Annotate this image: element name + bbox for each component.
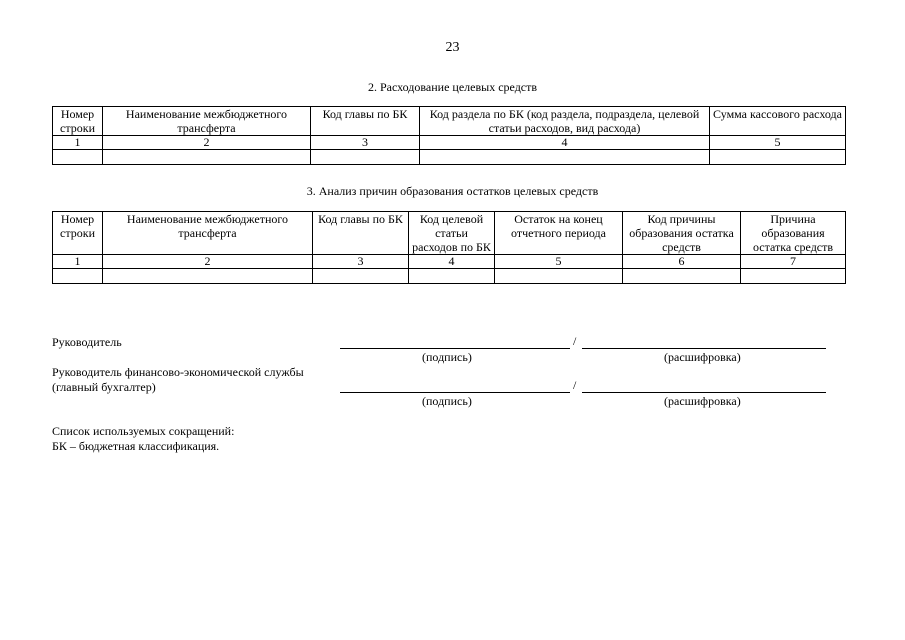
header-cell: Код главы по БК (311, 107, 420, 136)
column-number: 2 (103, 255, 313, 269)
head-decoding-line[interactable] (582, 348, 826, 349)
finance-decoding-line[interactable] (582, 392, 826, 393)
table-header-row (53, 107, 846, 136)
abbreviations-title: Список используемых сокращений: (52, 424, 235, 438)
header-cell: Номер строки (53, 107, 103, 136)
column-number: 7 (741, 255, 846, 269)
remainder-analysis-table (52, 211, 846, 284)
column-number: 1 (53, 136, 103, 150)
head-signature-line[interactable] (340, 348, 570, 349)
signature-slash: / (573, 334, 577, 348)
column-number: 4 (409, 255, 495, 269)
column-number: 1 (53, 255, 103, 269)
column-number: 3 (313, 255, 409, 269)
finance-head-signature-label (52, 365, 304, 395)
spending-table (52, 106, 846, 165)
table-cell[interactable] (710, 150, 846, 165)
column-number: 5 (495, 255, 623, 269)
table-cell[interactable] (53, 150, 103, 165)
column-number: 4 (420, 136, 710, 150)
table-cell[interactable] (495, 269, 623, 284)
header-cell: Номер строки (53, 212, 103, 255)
table-cell[interactable] (311, 150, 420, 165)
header-cell: Код целевой статьи расходов по БК (409, 212, 495, 255)
table-row (53, 150, 846, 165)
section-2-title: 2. Расходование целевых средств (367, 80, 538, 94)
table-row (53, 269, 846, 284)
column-number-row (53, 136, 846, 150)
header-cell: Сумма кассового расхода (710, 107, 846, 136)
column-number: 5 (710, 136, 846, 150)
header-cell: Наименование межбюджетного трансферта (103, 107, 311, 136)
header-cell: Код главы по БК (313, 212, 409, 255)
table-cell[interactable] (103, 269, 313, 284)
finance-head-label-line2: (главный бухгалтер) (52, 380, 156, 394)
decoding-caption: (расшифровка) (664, 394, 741, 408)
section-3-title: 3. Анализ причин образования остатков целевых средств (306, 184, 599, 198)
page-number: 23 (445, 40, 460, 55)
header-cell: Остаток на конец отчетного периода (495, 212, 623, 255)
column-number-row (53, 255, 846, 269)
table-cell[interactable] (741, 269, 846, 284)
table-cell[interactable] (409, 269, 495, 284)
header-cell: Наименование межбюджетного трансферта (103, 212, 313, 255)
head-signature-label: Руководитель (52, 335, 122, 349)
signature-slash: / (573, 378, 577, 392)
abbreviation-item: БК – бюджетная классификация. (52, 439, 220, 453)
table-cell[interactable] (420, 150, 710, 165)
decoding-caption: (расшифровка) (664, 350, 741, 364)
finance-signature-line[interactable] (340, 392, 570, 393)
column-number: 6 (623, 255, 741, 269)
column-number: 2 (103, 136, 311, 150)
header-cell: Причина образования остатка средств (741, 212, 846, 255)
header-cell: Код раздела по БК (код раздела, подраздела, целевой статьи расходов, вид расхода) (420, 107, 710, 136)
table-cell[interactable] (103, 150, 311, 165)
signature-caption: (подпись) (422, 350, 472, 364)
table-header-row (53, 212, 846, 255)
finance-head-label-line1: Руководитель финансово-экономической службы (52, 365, 304, 379)
table-cell[interactable] (53, 269, 103, 284)
table-cell[interactable] (623, 269, 741, 284)
header-cell: Код причины образования остатка средств (623, 212, 741, 255)
signature-caption: (подпись) (422, 394, 472, 408)
column-number: 3 (311, 136, 420, 150)
table-cell[interactable] (313, 269, 409, 284)
